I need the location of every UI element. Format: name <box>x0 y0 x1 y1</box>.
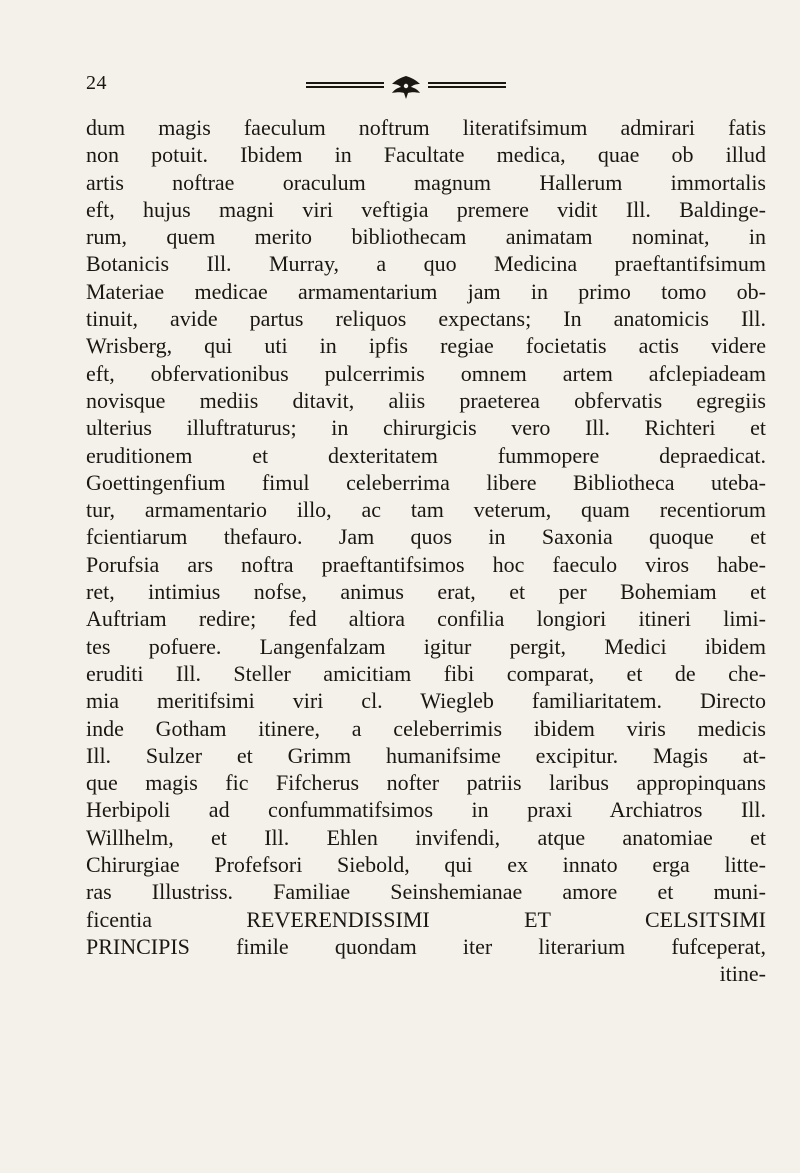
text-line: Goettingenfium fimul celeberrima libere Bibliotheca uteba- <box>86 469 766 495</box>
text-line: Materiae medicae armamentarium jam in primo tomo ob- <box>86 278 766 304</box>
text-line: ulterius illuftraturus; in chirurgicis vero Ill. Richteri et <box>86 415 766 441</box>
text-line: Herbipoli ad confummatifsimos in praxi Archiatros Ill. <box>86 797 766 823</box>
text-line: PRINCIPIS fimile quondam iter literarium fufceperat, <box>86 933 766 959</box>
text-line: dum magis faeculum noftrum literatifsimum admirari fatis <box>86 115 766 140</box>
text-line: tinuit, avide partus reliquos expectans; In anatomicis Ill. <box>86 306 766 332</box>
text-line: que magis fic Fifcherus nofter patriis laribus appropinquans <box>86 770 766 796</box>
text-line: novisque mediis ditavit, aliis praeterea obfervatis egregiis <box>86 387 766 413</box>
text-line: eft, hujus magni viri veftigia premere vidit Ill. Baldinge- <box>86 196 766 222</box>
text-line: eruditi Ill. Steller amicitiam fibi comparat, et de che- <box>86 660 766 686</box>
text-line: rum, quem merito bibliothecam animatam nominat, in <box>86 224 766 250</box>
ornament-icon <box>296 74 516 102</box>
text-line: Porufsia ars noftra praeftantifsimos hoc faeculo viros habe- <box>86 551 766 577</box>
text-line: fcientiarum thefauro. Jam quos in Saxonia quoque et <box>86 524 766 550</box>
body-text <box>86 114 766 988</box>
text-line: mia meritifsimi viri cl. Wiegleb familiaritatem. Directo <box>86 688 766 714</box>
text-line: ret, intimius nofse, animus erat, et per Bohemiam et <box>86 579 766 605</box>
text-line: Botanicis Ill. Murray, a quo Medicina praeftantifsimum <box>86 251 766 277</box>
text-line: tes pofuere. Langenfalzam igitur pergit, Medici ibidem <box>86 633 766 659</box>
text-line: tur, armamentario illo, ac tam veterum, quam recentiorum <box>86 497 766 523</box>
text-line: Willhelm, et Ill. Ehlen invifendi, atque anatomiae et <box>86 824 766 850</box>
text-line: ficentia REVERENDISSIMI ET CELSITSIMI <box>86 906 766 932</box>
catchword: itine- <box>719 961 766 987</box>
text-line: inde Gotham itinere, a celeberrimis ibidem viris medicis <box>86 715 766 741</box>
text-line: Wrisberg, qui uti in ipfis regiae focietatis actis videre <box>86 333 766 359</box>
text-line: eruditionem et dexteritatem fummopere depraedicat. <box>86 442 766 468</box>
page-header <box>86 72 726 108</box>
text-line: ras Illustriss. Familiae Seinshemianae amore et muni- <box>86 879 766 905</box>
page-number: 24 <box>86 72 107 94</box>
text-line: artis noftrae oraculum magnum Hallerum immortalis <box>86 169 766 195</box>
text-line: non potuit. Ibidem in Facultate medica, quae ob illud <box>86 142 766 168</box>
text-line: eft, obfervationibus pulcerrimis omnem artem afclepiadeam <box>86 360 766 386</box>
text-line: Chirurgiae Profefsori Siebold, qui ex innato erga litte- <box>86 852 766 878</box>
text-line: Auftriam redire; fed altiora confilia longiori itineri limi- <box>86 606 766 632</box>
text-line: Ill. Sulzer et Grimm humanifsime excipitur. Magis at- <box>86 742 766 768</box>
